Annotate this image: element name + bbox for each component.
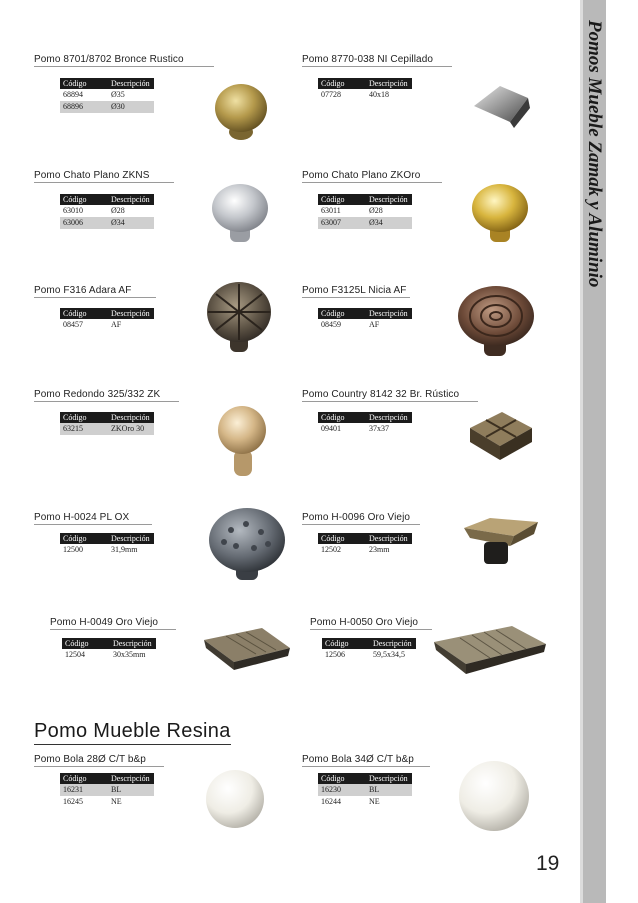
header-code: Código (63, 309, 87, 318)
cell-code: 68896 (63, 102, 83, 111)
header-desc: Descripción (111, 195, 150, 204)
cell-desc: Ø28 (111, 206, 125, 215)
table-header (60, 412, 154, 423)
table-header (60, 773, 154, 784)
product-table (60, 412, 154, 435)
table-row (62, 649, 156, 661)
table-row (318, 205, 412, 217)
handle-old-gold-small-image (200, 622, 294, 674)
table-row (318, 217, 412, 229)
product-table (318, 533, 412, 556)
product-table (318, 773, 412, 808)
cell-code: 63011 (321, 206, 341, 215)
handle-old-gold-large-image (430, 620, 550, 678)
product-title: Pomo F316 Adara AF (34, 285, 156, 298)
side-title: Pomos Mueble Zamak y Aluminio (584, 20, 605, 288)
cell-desc: NE (111, 797, 122, 806)
header-code: Código (321, 79, 345, 88)
cell-code: 12502 (321, 545, 341, 554)
knob-country-square-image (464, 404, 536, 462)
header-code: Código (325, 639, 349, 648)
knob-white-ball-large-image (456, 758, 532, 834)
product-table (322, 638, 416, 661)
product-table (60, 533, 154, 556)
cell-code: 12504 (65, 650, 85, 659)
header-desc: Descripción (369, 195, 408, 204)
cell-code: 08457 (63, 320, 83, 329)
product-block (302, 389, 478, 402)
table-header (60, 78, 154, 89)
product-title: Pomo Redondo 325/332 ZK (34, 389, 179, 402)
header-code: Código (321, 534, 345, 543)
header-desc: Descripción (111, 79, 150, 88)
product-title: Pomo H-0050 Oro Viejo (310, 617, 432, 630)
product-block (34, 285, 156, 298)
knob-brushed-nickel-image (466, 78, 536, 130)
page-number: 19 (536, 852, 560, 875)
table-header (318, 194, 412, 205)
cell-code: 08459 (321, 320, 341, 329)
header-code: Código (321, 309, 345, 318)
table-row (60, 423, 154, 435)
cell-code: 07728 (321, 90, 341, 99)
cell-desc: Ø28 (369, 206, 383, 215)
table-header (62, 638, 156, 649)
product-table (60, 773, 154, 808)
table-row (60, 205, 154, 217)
product-table (60, 308, 154, 331)
table-row (318, 544, 412, 556)
table-header (60, 194, 154, 205)
cell-code: 63007 (321, 218, 341, 227)
product-block (302, 754, 430, 767)
cell-desc: BL (369, 785, 380, 794)
section-title: Pomo Mueble Resina (34, 720, 231, 745)
table-row (318, 784, 412, 796)
product-title: Pomo Chato Plano ZKOro (302, 170, 442, 183)
product-block (34, 170, 174, 183)
header-desc: Descripción (369, 774, 408, 783)
product-block (34, 389, 179, 402)
table-row (318, 796, 412, 808)
cell-desc: Ø34 (369, 218, 383, 227)
knob-ringed-image (454, 282, 538, 358)
cell-desc: 59,5x34,5 (373, 650, 405, 659)
knob-white-ball-small-image (204, 766, 266, 832)
table-header (318, 78, 412, 89)
header-desc: Descripción (369, 79, 408, 88)
cell-code: 12500 (63, 545, 83, 554)
cell-code: 63215 (63, 424, 83, 433)
product-block (34, 754, 164, 767)
product-block (302, 170, 442, 183)
product-title: Pomo Bola 28Ø C/T b&p (34, 754, 164, 767)
table-row (318, 89, 412, 101)
cell-desc: Ø34 (111, 218, 125, 227)
table-header (318, 308, 412, 319)
product-title: Pomo H-0096 Oro Viejo (302, 512, 420, 525)
cell-desc: ZKOro 30 (111, 424, 145, 433)
product-title: Pomo F3125L Nicia AF (302, 285, 410, 298)
table-row (60, 319, 154, 331)
cell-desc: 30x35mm (113, 650, 146, 659)
product-title: Pomo Country 8142 32 Br. Rústico (302, 389, 478, 402)
product-table (62, 638, 156, 661)
table-header (318, 773, 412, 784)
header-desc: Descripción (369, 413, 408, 422)
product-title: Pomo Chato Plano ZKNS (34, 170, 174, 183)
cell-desc: 37x37 (369, 424, 389, 433)
cell-desc: AF (111, 320, 122, 329)
table-header (322, 638, 416, 649)
table-row (322, 649, 416, 661)
cell-desc: AF (369, 320, 380, 329)
cell-desc: Ø30 (111, 102, 125, 111)
header-code: Código (63, 774, 87, 783)
product-table (318, 308, 412, 331)
knob-bronze-image (210, 76, 272, 144)
header-desc: Descripción (111, 534, 150, 543)
header-desc: Descripción (113, 639, 152, 648)
header-code: Código (63, 534, 87, 543)
header-code: Código (63, 413, 87, 422)
cell-code: 16231 (63, 785, 83, 794)
cell-code: 68894 (63, 90, 83, 99)
cell-code: 12506 (325, 650, 345, 659)
header-code: Código (321, 774, 345, 783)
knob-satin-nickel-image (208, 180, 272, 246)
knob-round-ball-image (214, 402, 270, 480)
cell-code: 09401 (321, 424, 341, 433)
product-block (302, 285, 410, 298)
cell-desc: NE (369, 797, 380, 806)
product-table (60, 194, 154, 229)
cell-code: 63010 (63, 206, 83, 215)
product-block (34, 54, 214, 67)
table-row (60, 217, 154, 229)
product-title: Pomo H-0049 Oro Viejo (50, 617, 176, 630)
product-title: Pomo 8701/8702 Bronce Rustico (34, 54, 214, 67)
knob-fluted-image (204, 280, 274, 356)
header-code: Código (65, 639, 89, 648)
table-row (60, 796, 154, 808)
table-header (318, 412, 412, 423)
product-table (60, 78, 154, 113)
cell-desc: BL (111, 785, 122, 794)
product-block (302, 512, 420, 525)
product-block (50, 617, 176, 630)
table-row (318, 423, 412, 435)
product-title: Pomo Bola 34Ø C/T b&p (302, 754, 430, 767)
header-desc: Descripción (369, 534, 408, 543)
knob-gold-image (468, 180, 532, 246)
cell-code: 63006 (63, 218, 83, 227)
table-header (60, 533, 154, 544)
header-desc: Descripción (111, 413, 150, 422)
product-block (310, 617, 432, 630)
product-table (318, 412, 412, 435)
product-block (302, 54, 452, 67)
header-code: Código (321, 413, 345, 422)
table-row (318, 319, 412, 331)
header-desc: Descripción (111, 309, 150, 318)
table-row (60, 544, 154, 556)
product-title: Pomo 8770-038 NI Cepillado (302, 54, 452, 67)
product-table (318, 194, 412, 229)
cell-desc: 40x18 (369, 90, 389, 99)
cell-desc: 23mm (369, 545, 390, 554)
cell-desc: 31,9mm (111, 545, 138, 554)
knob-square-old-gold-image (460, 512, 542, 568)
product-title: Pomo H-0024 PL OX (34, 512, 152, 525)
table-row (60, 89, 154, 101)
header-desc: Descripción (373, 639, 412, 648)
header-code: Código (63, 79, 87, 88)
header-desc: Descripción (111, 774, 150, 783)
header-code: Código (63, 195, 87, 204)
table-header (318, 533, 412, 544)
cell-desc: Ø35 (111, 90, 125, 99)
header-desc: Descripción (369, 309, 408, 318)
cell-code: 16244 (321, 797, 341, 806)
knob-hammered-image (206, 504, 288, 584)
table-header (60, 308, 154, 319)
header-code: Código (321, 195, 345, 204)
product-block (34, 512, 152, 525)
cell-code: 16245 (63, 797, 83, 806)
product-table (318, 78, 412, 101)
table-row (60, 101, 154, 113)
table-row (60, 784, 154, 796)
cell-code: 16230 (321, 785, 341, 794)
